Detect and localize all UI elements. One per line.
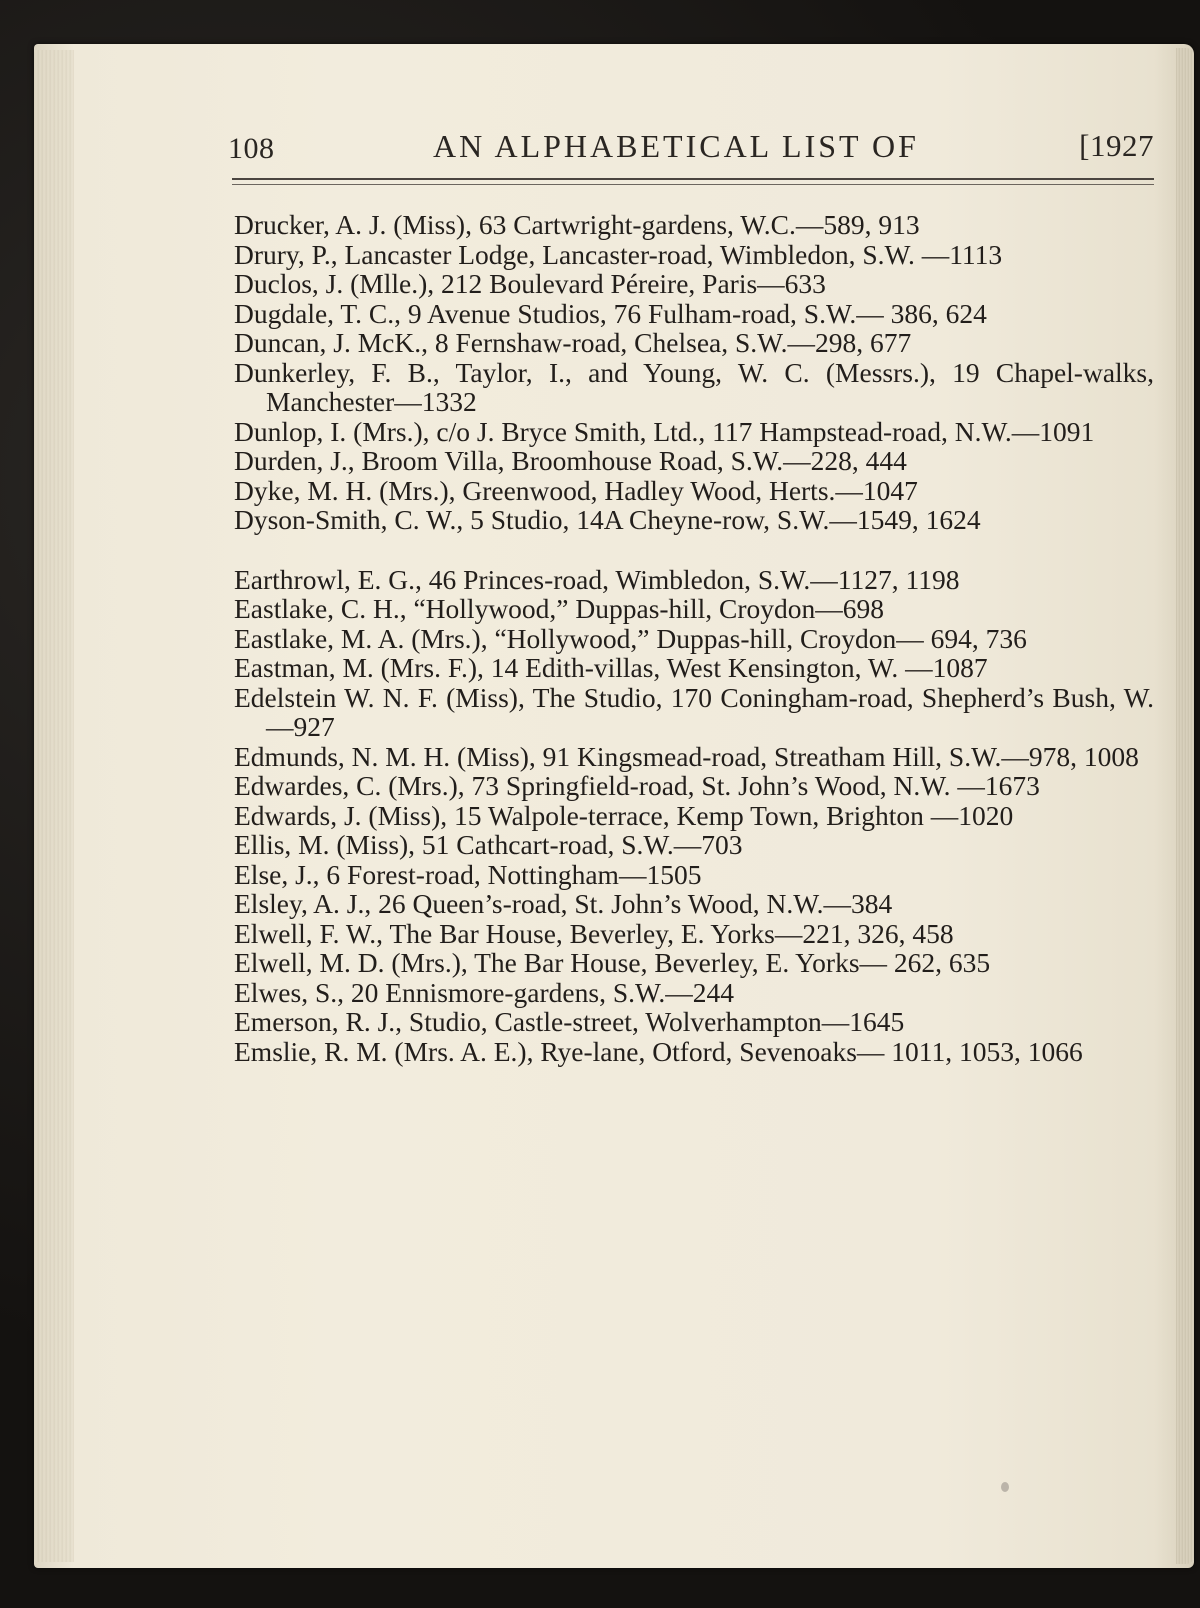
list-entry: Elwell, F. W., The Bar House, Beverley, E. Yorks—221, 326, 458 <box>234 917 954 949</box>
list-entry: Duncan, J. McK., 8 Fernshaw-road, Chelsea, S.W.—298, 677 <box>234 327 912 358</box>
running-title: AN ALPHABETICAL LIST OF <box>433 128 919 164</box>
page-edges-right <box>1176 48 1194 1564</box>
list-entry: Eastman, M. (Mrs. F.), 14 Edith-villas, West Kensington, W. —1087 <box>234 652 988 683</box>
list-entry: Edwards, J. (Miss), 15 Walpole-terrace, Kemp Town, Brighton —1020 <box>234 799 1014 831</box>
header-year: [1927 <box>1079 128 1154 163</box>
list-entry: Earthrowl, E. G., 46 Princes-road, Wimbledon, S.W.—1127, 1198 <box>234 563 960 595</box>
list-entry: Eastlake, M. A. (Mrs.), “Hollywood,” Duppas-hill, Croydon— 694, 736 <box>234 622 1027 654</box>
page-edges-left <box>34 50 74 1562</box>
list-entry: Drury, P., Lancaster Lodge, Lancaster-road, Wimbledon, S.W. —1113 <box>234 238 1003 270</box>
list-entry: Emerson, R. J., Studio, Castle-street, Wolverhampton—1645 <box>234 1006 905 1037</box>
directory-list <box>234 210 1154 1066</box>
list-entry: Edelstein W. N. F. (Miss), The Studio, 170 Coningham-road, Shepherd’s Bush, W.—927 <box>234 681 1154 742</box>
list-entry: Ellis, M. (Miss), 51 Cathcart-road, S.W.—703 <box>234 829 743 860</box>
list-entry: Elwell, M. D. (Mrs.), The Bar House, Beverley, E. Yorks— 262, 635 <box>234 947 991 978</box>
list-entry: Dyson-Smith, C. W., 5 Studio, 14A Cheyne-row, S.W.—1549, 1624 <box>234 504 981 535</box>
page-number: 108 <box>228 132 275 165</box>
list-entry: Duclos, J. (Mlle.), 212 Boulevard Péreire, Paris—633 <box>234 268 826 299</box>
list-entry: Dyke, M. H. (Mrs.), Greenwood, Hadley Wood, Herts.—1047 <box>234 474 918 506</box>
header-rule-thick <box>232 178 1154 180</box>
list-entry: Edmunds, N. M. H. (Miss), 91 Kingsmead-road, Streatham Hill, S.W.—978, 1008 <box>234 740 1139 772</box>
list-entry: Edwardes, C. (Mrs.), 73 Springfield-road, St. John’s Wood, N.W. —1673 <box>234 770 1040 801</box>
list-entry: Dunlop, I. (Mrs.), c/o J. Bryce Smith, Ltd., 117 Hampstead-road, N.W.—1091 <box>234 415 1095 447</box>
pencil-mark <box>1001 1482 1009 1492</box>
running-header <box>228 126 1154 174</box>
list-entry: Elsley, A. J., 26 Queen’s-road, St. John’s Wood, N.W.—384 <box>234 888 893 919</box>
list-entry: Dugdale, T. C., 9 Avenue Studios, 76 Fulham-road, S.W.— 386, 624 <box>234 297 987 329</box>
list-entry: Drucker, A. J. (Miss), 63 Cartwright-gardens, W.C.—589, 913 <box>234 209 920 240</box>
header-rule-thin <box>232 184 1154 185</box>
list-entry: Elwes, S., 20 Ennismore-gardens, S.W.—244 <box>234 976 735 1008</box>
list-entry: Eastlake, C. H., “Hollywood,” Duppas-hill, Croydon—698 <box>234 593 884 624</box>
list-entry: Dunkerley, F. B., Taylor, I., and Young, W. C. (Messrs.), 19 Chapel-walks, Manchester—1332 <box>234 356 1154 417</box>
list-entry: Else, J., 6 Forest-road, Nottingham—1505 <box>234 858 702 890</box>
list-entry: Durden, J., Broom Villa, Broomhouse Road, S.W.—228, 444 <box>234 445 907 476</box>
list-entry: Emslie, R. M. (Mrs. A. E.), Rye-lane, Otford, Sevenoaks— 1011, 1053, 1066 <box>234 1035 1083 1067</box>
